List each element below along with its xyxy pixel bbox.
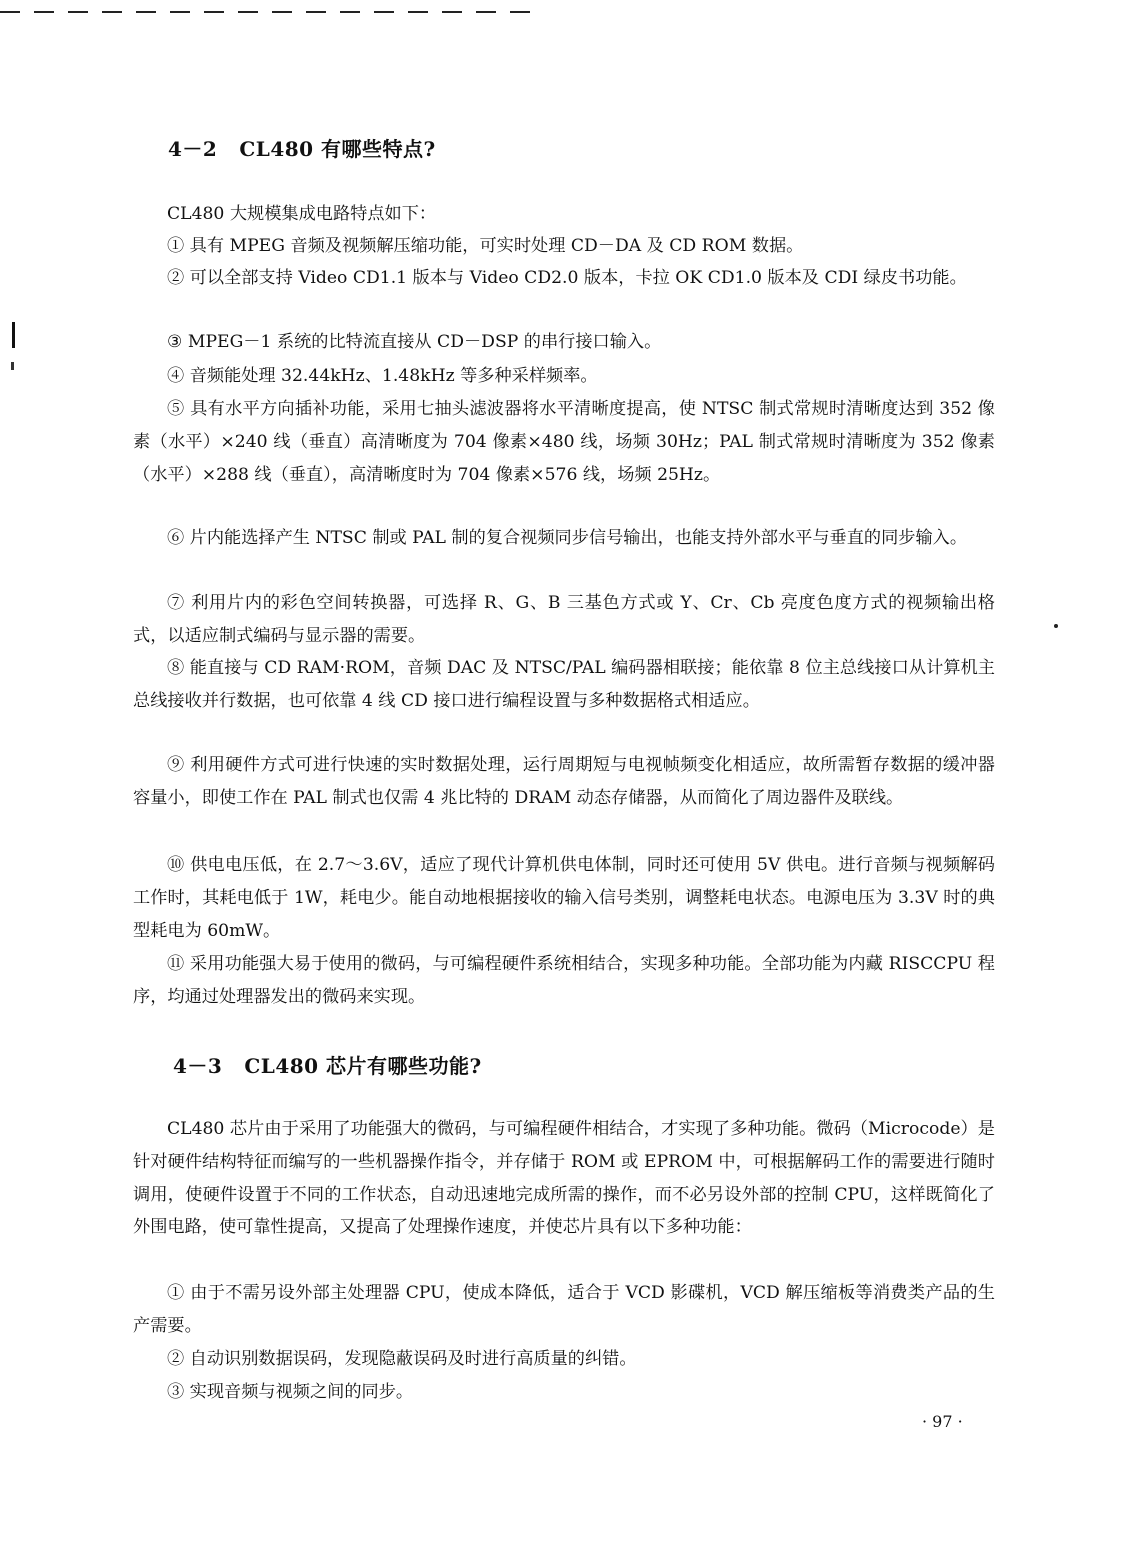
section-heading-4-3 <box>173 1050 482 1079</box>
list-item-1: ① 由于不需另设外部主处理器 CPU，使成本降低，适合于 VCD 影碟机，VCD 解压缩板等消费类产品的生产需要。 <box>133 1283 995 1336</box>
section-number: 4－3 <box>173 1054 223 1078</box>
list-item-8: ⑧ 能直接与 CD RAM·ROM，音频 DAC 及 NTSC/PAL 编码器相联接；能依靠 8 位主总线接口从计算机主总线接收并行数据，也可依靠 4 线 CD 接口进行编程设置与多种数据格式相适应。 <box>133 658 995 711</box>
list-item-6: ⑥ 片内能选择产生 NTSC 制或 PAL 制的复合视频同步信号输出，也能支持外部水平与垂直的同步输入。 <box>167 528 968 548</box>
list-item-11: ⑪ 采用功能强大易于使用的微码，与可编程硬件系统相结合，实现多种功能。全部功能为内藏 RISCCPU 程序，均通过处理器发出的微码来实现。 <box>133 954 995 1007</box>
list-item-2: ② 可以全部支持 Video CD1.1 版本与 Video CD2.0 版本，卡拉 OK CD1.0 版本及 CDI 绿皮书功能。 <box>167 268 967 288</box>
list-item-1: ① 具有 MPEG 音频及视频解压缩功能，可实时处理 CD－DA 及 CD ROM 数据。 <box>167 236 804 256</box>
section-title: CL480 芯片有哪些功能? <box>244 1054 482 1078</box>
list-item-4: ④ 音频能处理 32.44kHz、1.48kHz 等多种采样频率。 <box>167 366 598 386</box>
list-item-7: ⑦ 利用片内的彩色空间转换器，可选择 R、G、B 三基色方式或 Y、Cr、Cb 亮度色度方式的视频输出格式，以适应制式编码与显示器的需要。 <box>133 593 995 646</box>
list-item-2: ② 自动识别数据误码，发现隐蔽误码及时进行高质量的纠错。 <box>167 1349 637 1369</box>
scan-margin-mark <box>12 322 15 348</box>
section-title: CL480 有哪些特点? <box>239 137 436 161</box>
paragraph-intro: CL480 芯片由于采用了功能强大的微码，与可编程硬件相结合，才实现了多种功能。微码（Microcode）是针对硬件结构特征而编写的一些机器操作指令，并存储于 ROM 或 EPROM 中，可根据解码工作的需要进行随时调用，使硬件设置于不同的工作状态，自动迅速地完成所需的操作，而不必另设外部的控制 CPU，这样既简化了外围电路，使可靠性提高，又提高了处理操作速度，并使芯片具有以下多种功能： <box>133 1119 995 1238</box>
list-item-5: ⑤ 具有水平方向插补功能，采用七抽头滤波器将水平清晰度提高，使 NTSC 制式常规时清晰度达到 352 像素（水平）×240 线（垂直）高清晰度为 704 像素×480 线，场频 30Hz；PAL 制式常规时清晰度为 352 像素（水平）×288 线（垂直），高清晰度时为 704 像素×576 线，场频 25Hz。 <box>133 399 995 485</box>
list-item-3: ③ 实现音频与视频之间的同步。 <box>167 1382 414 1402</box>
scan-margin-tick <box>11 362 14 370</box>
page-number: · 97 · <box>922 1412 963 1431</box>
section-heading-4-2 <box>168 133 436 162</box>
list-item-9: ⑨ 利用硬件方式可进行快速的实时数据处理，运行周期短与电视帧频变化相适应，故所需暂存数据的缓冲器容量小，即使工作在 PAL 制式也仅需 4 兆比特的 DRAM 动态存储器，从而简化了周边器件及联线。 <box>133 755 995 808</box>
scan-speck <box>1054 624 1058 628</box>
scan-dashed-border <box>0 6 535 18</box>
section-number: 4－2 <box>168 137 218 161</box>
paragraph-intro: CL480 大规模集成电路特点如下： <box>167 204 437 224</box>
list-item-10: ⑩ 供电电压低，在 2.7～3.6V，适应了现代计算机供电体制，同时还可使用 5V 供电。进行音频与视频解码工作时，其耗电低于 1W，耗电少。能自动地根据接收的输入信号类别，调整耗电状态。电源电压为 3.3V 时的典型耗电为 60mW。 <box>133 855 995 941</box>
list-item-3: ③ MPEG－1 系统的比特流直接从 CD－DSP 的串行接口输入。 <box>167 332 662 352</box>
